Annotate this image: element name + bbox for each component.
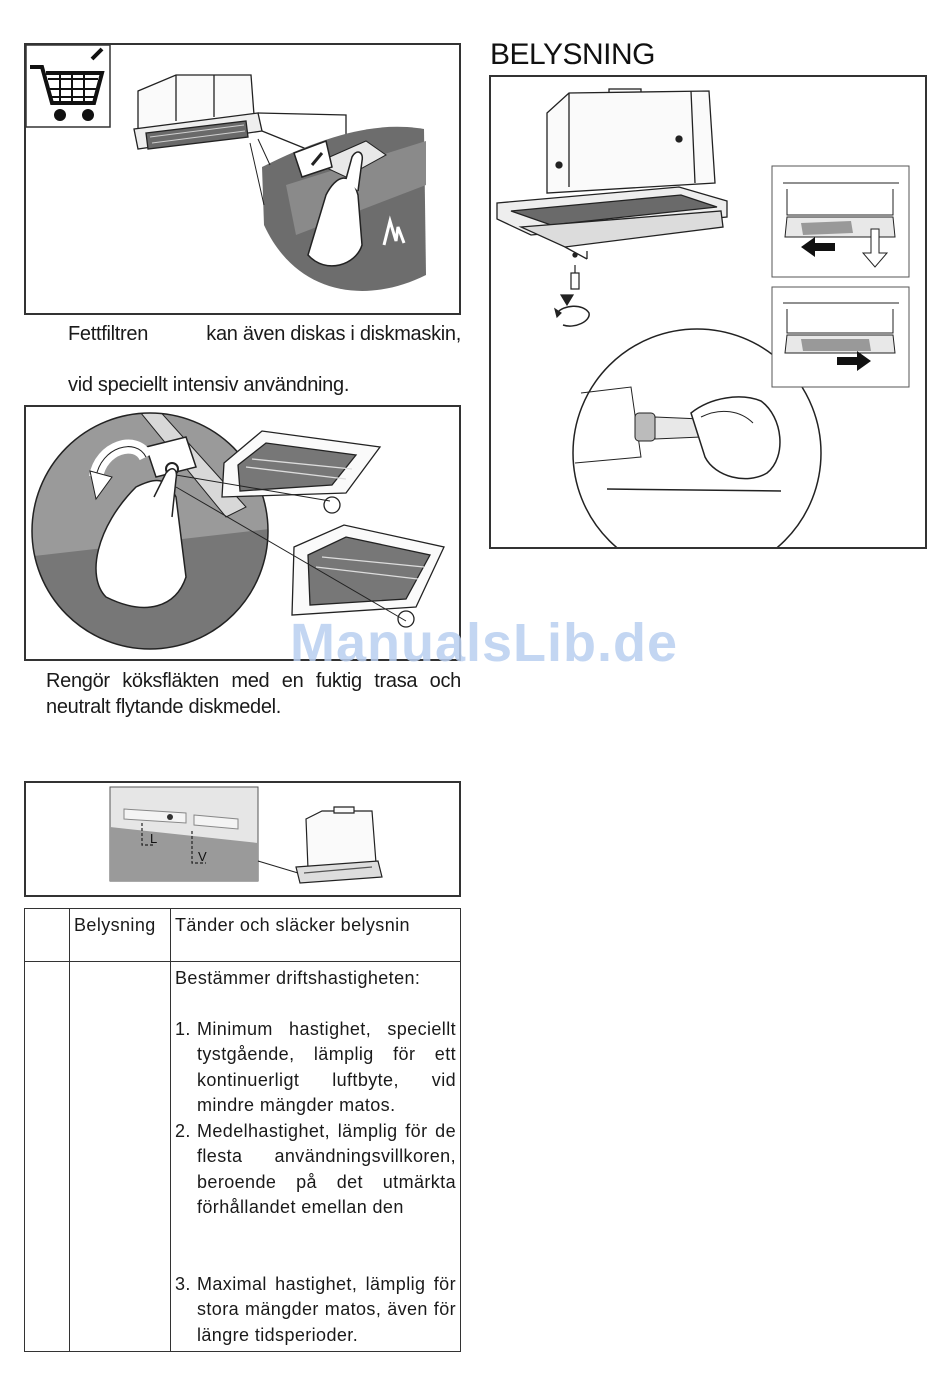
symbol-cell	[25, 962, 70, 1352]
speed-intro: Bestämmer driftshastigheten:	[175, 968, 421, 988]
speed-control-label: V	[198, 849, 207, 864]
hood-main-drawing	[497, 89, 727, 259]
control-name-cell: Belysning	[70, 909, 171, 962]
table-row	[25, 962, 461, 1352]
bulb-screw-detail	[555, 265, 589, 326]
symbol-cell	[25, 909, 70, 962]
lens-removal-step2	[772, 287, 909, 387]
speed-text: Medelhastighet, lämplig för de flesta användningsvillkoren, beroende på det utmärkta förhållandet emellan den	[197, 1120, 456, 1217]
list-item	[175, 1272, 456, 1349]
speed-list	[175, 1017, 456, 1349]
shopping-cart-icon	[26, 45, 110, 127]
list-item	[175, 1017, 456, 1119]
filter-caption-part2: kan även diskas i diskmaskin,	[206, 323, 461, 345]
filter-caption	[68, 321, 461, 347]
magnified-detail	[262, 127, 426, 291]
speed-number: 2.	[175, 1120, 191, 1141]
speed-description-cell	[171, 962, 461, 1352]
lens-removal-step1	[772, 166, 909, 277]
hood-small-drawing	[296, 807, 382, 883]
section-heading: BELYSNING	[490, 38, 655, 71]
speed-number: 1.	[175, 1018, 191, 1039]
speed-text: Maximal hastighet, lämplig för stora mängder matos, även för längre tidsperioder.	[197, 1273, 456, 1345]
filter-removal-figure	[24, 43, 461, 315]
light-control-label: L	[150, 831, 158, 846]
control-name-cell	[70, 962, 171, 1352]
control-panel-figure	[24, 781, 461, 897]
filter-caption-part1: Fettfiltren	[68, 323, 149, 345]
control-description-cell: Tänder och släcker belysnin	[171, 909, 461, 962]
speed-text: Minimum hastighet, speciellt tystgående, lämplig för ett kontinuerligt luftbyte, vid mindre mängder matos.	[197, 1018, 456, 1115]
list-item	[175, 1119, 456, 1221]
watermark: ManualsLib.de	[290, 613, 679, 673]
control-panel-closeup	[110, 787, 258, 881]
cleaning-caption: Rengör köksfläkten med en fuktig trasa och neutralt flytande diskmedel.	[46, 670, 461, 718]
controls-table	[24, 908, 461, 1352]
table-row	[25, 909, 461, 962]
filter-caption-line2: vid speciellt intensiv användning.	[68, 374, 350, 396]
speed-number: 3.	[175, 1273, 191, 1294]
lighting-figure	[489, 75, 927, 549]
